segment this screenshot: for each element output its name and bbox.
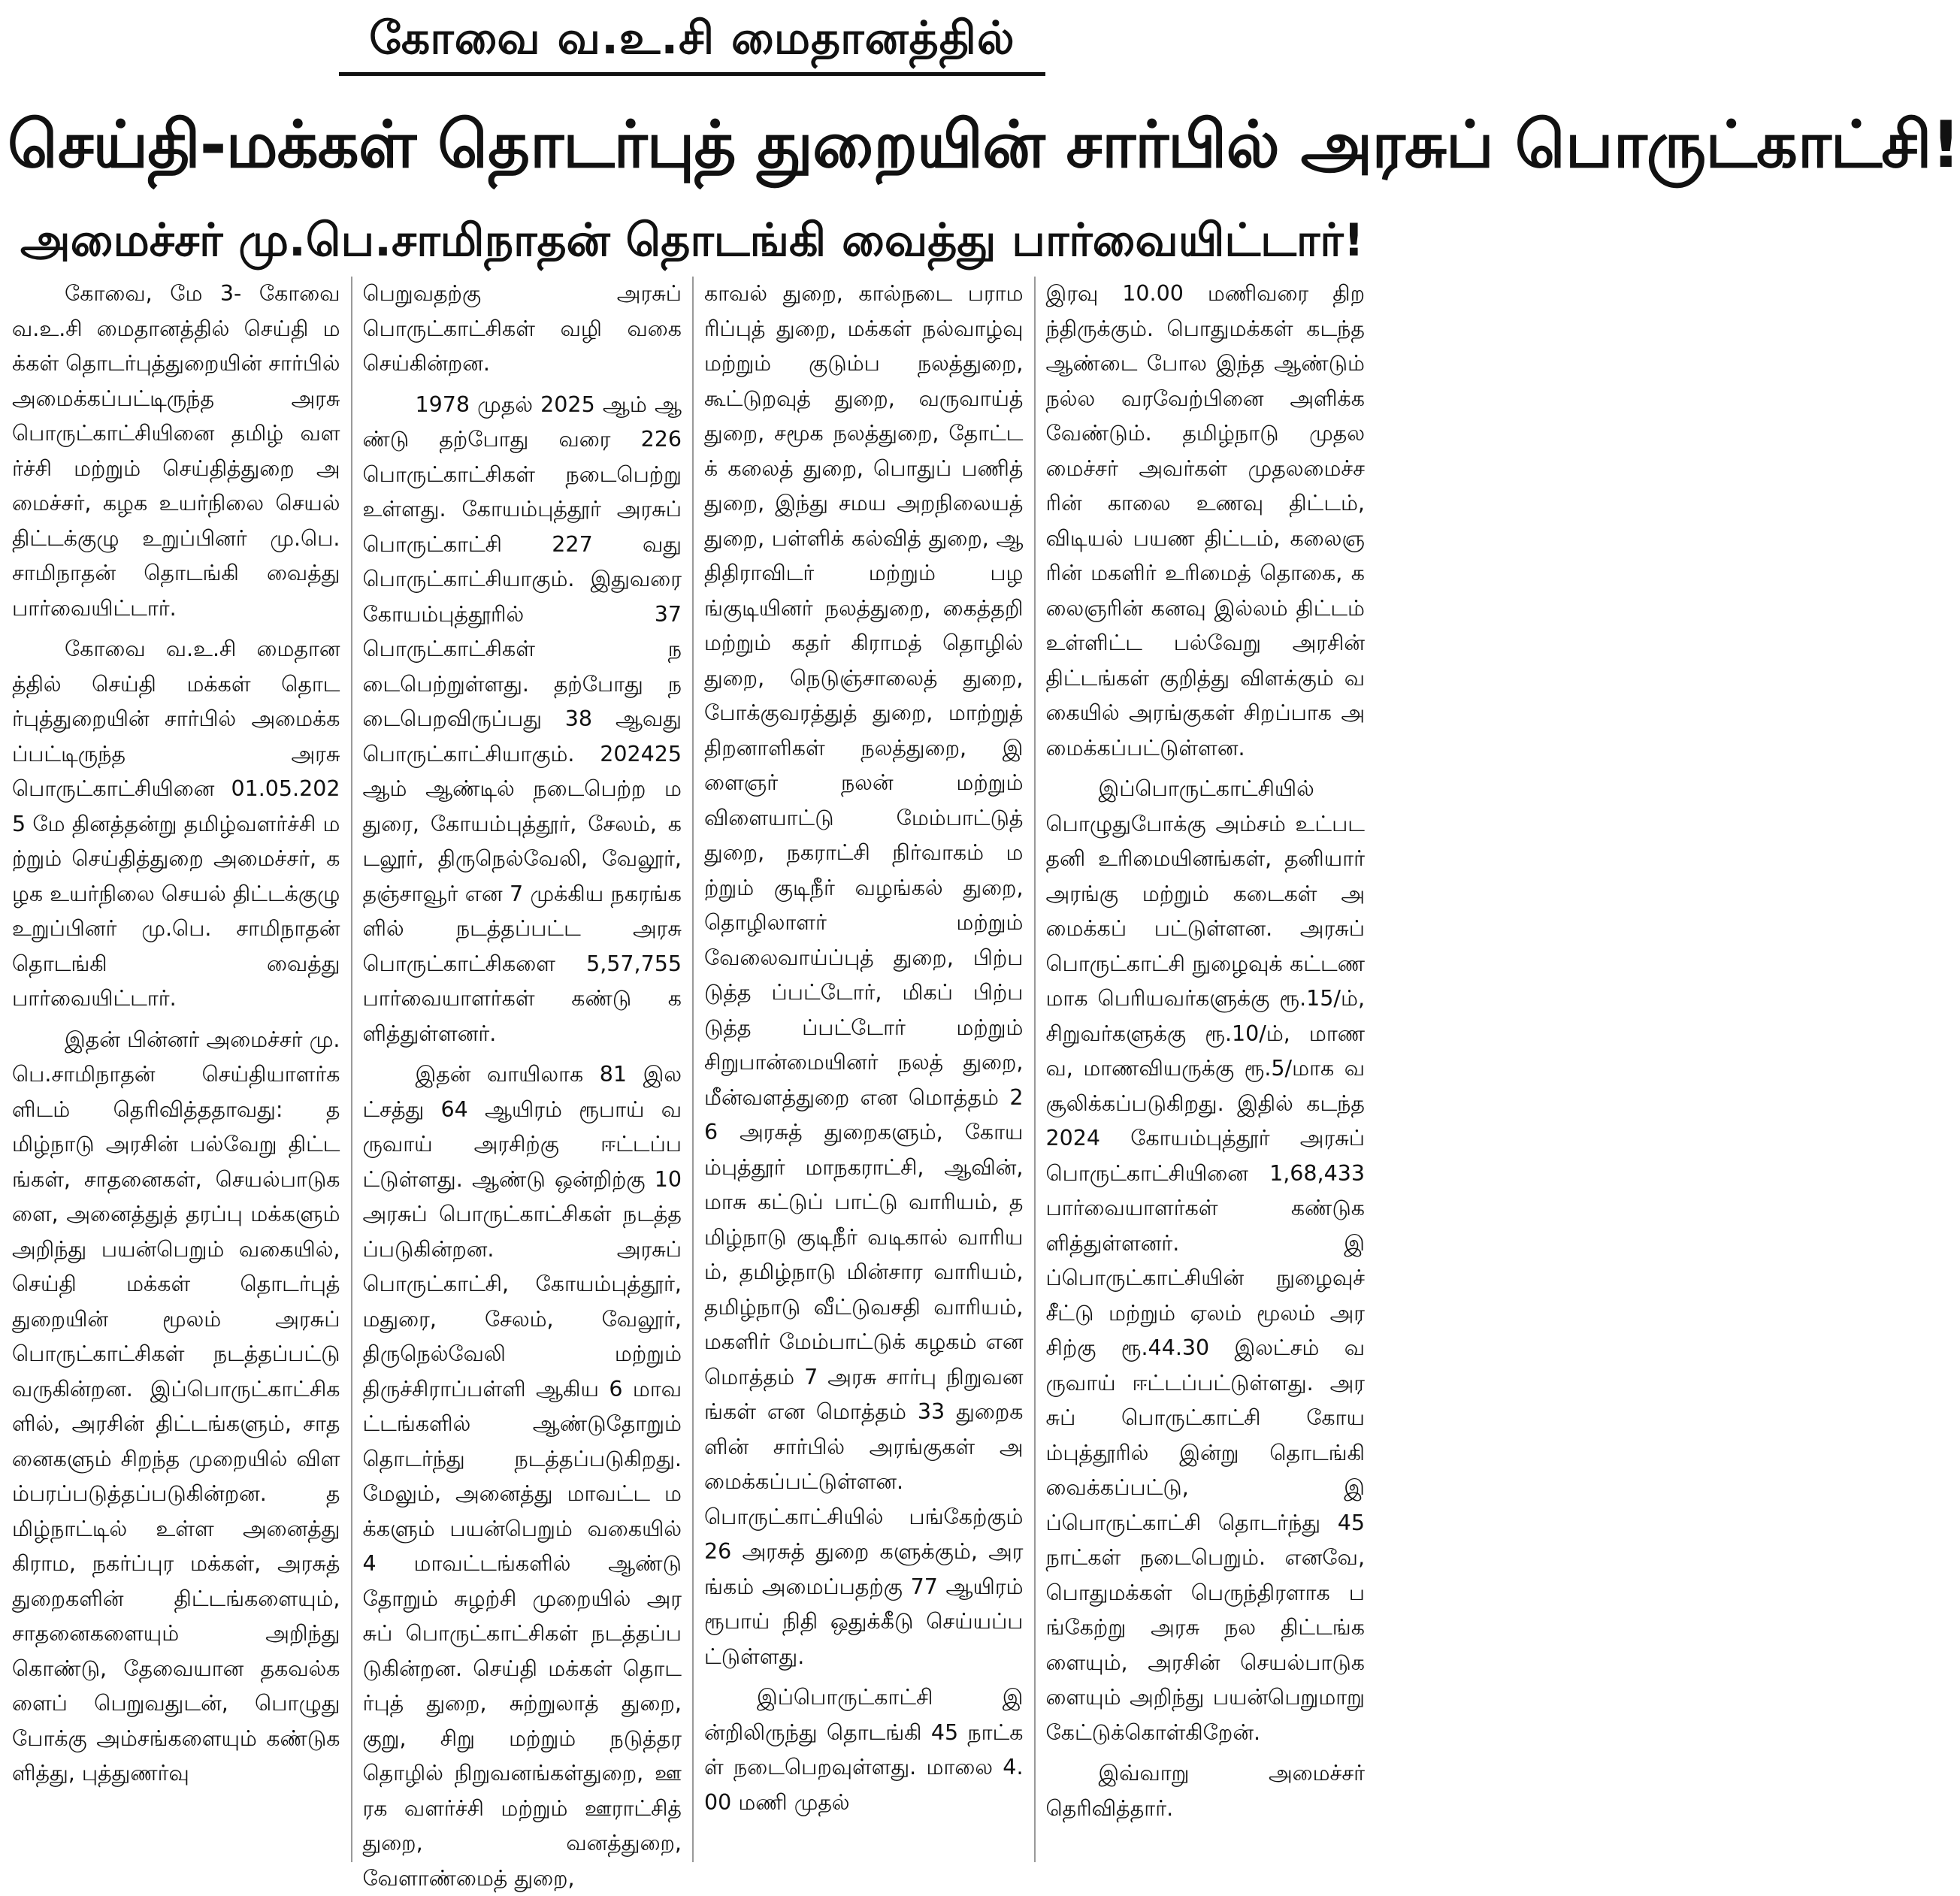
kicker-wrap	[0, 5, 1384, 76]
column-2	[351, 277, 693, 1891]
subhead: அமைச்சர் மு.பெ.சாமிநாதன் தொடங்கி வைத்து பார்வையிட்டார்!	[20, 214, 1364, 267]
column-4	[1034, 277, 1376, 1862]
paragraph: கோவை வ.உ.சி மைதானத்தில் செய்தி மக்கள் தொடர்புத்துறையின் சார்பில் அமைக்கப்பட்டிருந்த அரசு பொருட்காட்சியினை 01.05.2025 மே தினத்தன்று தமிழ்வளர்ச்சி மற்றும் செய்தித்துறை அமைச்சர், கழக உயர்நிலை செயல் திட்டக்குழு உறுப்பினர் மு.பெ. சாமிநாதன் தொடங்கி வைத்து பார்வையிட்டார்.	[12, 637, 340, 1011]
paragraph: கோவை, மே 3- கோவை வ.உ.சி மைதானத்தில் செய்தி மக்கள் தொடர்புத்துறையின் சார்பில் அமைக்கப்பட்டிருந்த அரசு பொருட்காட்சியினை தமிழ் வளர்ச்சி மற்றும் செய்தித்துறை அமைச்சர், கழக உயர்நிலை செயல் திட்டக்குழு உறுப்பினர் மு.பெ. சாமிநாதன் தொடங்கி வைத்து பார்வையிட்டார்.	[12, 281, 340, 621]
paragraph: 1978 முதல் 2025 ஆம் ஆண்டு தற்போது வரை 226 பொருட்காட்சிகள் நடைபெற்று உள்ளது. கோயம்புத்தூர் அரசுப் பொருட்காட்சி 227 வது பொருட்காட்சியாகும். இதுவரை கோயம்புத்தூரில் 37 பொருட்காட்சிகள் நடைபெற்றுள்ளது. தற்போது நடைபெறவிருப்பது 38 ஆவது பொருட்காட்சியாகும். 202425 ஆம் ஆண்டில் நடைபெற்ற மதுரை, கோயம்புத்தூர், சேலம், கடலூர், திருநெல்வேலி, வேலூர், தஞ்சாவூர் என 7 முக்கிய நகரங்களில் நடத்தப்பட்ட அரசு பொருட்காட்சிகளை 5,57,755 பார்வையாளர்கள் கண்டு களித்துள்ளனர்.	[362, 392, 682, 1046]
headline: செய்தி-மக்கள் தொடர்புத் துறையின் சார்பில் அரசுப் பொருட்காட்சி!	[8, 107, 1960, 183]
paragraph: இப்பொருட்காட்சியில் பொழுதுபோக்கு அம்சம் உட்பட தனி உரிமையினங்கள், தனியார் அரங்கு மற்றும் கடைகள் அமைக்கப் பட்டுள்ளன. அரசுப் பொருட்காட்சி நுழைவுக் கட்டணமாக பெரியவர்களுக்கு ரூ.15/ம், சிறுவர்களுக்கு ரூ.10/ம், மாணவ, மாணவியருக்கு ரூ.5/மாக வசூலிக்கப்படுகிறது. இதில் கடந்த 2024 கோயம்புத்தூர் அரசுப் பொருட்காட்சியினை 1,68,433 பார்வையாளர்கள் கண்டுகளித்துள்ளனர். இப்பொருட்காட்சியின் நுழைவுச் சீட்டு மற்றும் ஏலம் மூலம் அரசிற்கு ரூ.44.30 இலட்சம் வருவாய் ஈட்டப்பட்டுள்ளது. அரசுப் பொருட்காட்சி கோயம்புத்தூரில் இன்று தொடங்கி வைக்கப்பட்டு, இப்பொருட்காட்சி தொடர்ந்து 45 நாட்கள் நடைபெறும். எனவே, பொதுமக்கள் பெருந்திரளாக பங்கேற்று அரசு நல திட்டங்களையும், அரசின் செயல்பாடுகளையும் அறிந்து பயன்பெறுமாறு கேட்டுக்கொள்கிறேன்.	[1045, 776, 1365, 1745]
paragraph: இதன் பின்னர் அமைச்சர் மு.பெ.சாமிநாதன் செய்தியாளர்களிடம் தெரிவித்ததாவது: தமிழ்நாடு அரசின் பல்வேறு திட்டங்கள், சாதனைகள், செயல்பாடுகளை, அனைத்துத் தரப்பு மக்களும் அறிந்து பயன்பெறும் வகையில், செய்தி மக்கள் தொடர்புத் துறையின் மூலம் அரசுப் பொருட்காட்சிகள் நடத்தப்பட்டு வருகின்றன. இப்பொருட்காட்சிகளில், அரசின் திட்டங்களும், சாதனைகளும் சிறந்த முறையில் விளம்பரப்படுத்தப்படுகின்றன. தமிழ்நாட்டில் உள்ள அனைத்து கிராம, நகர்ப்புர மக்கள், அரசுத் துறைகளின் திட்டங்களையும், சாதனைகளையும் அறிந்து கொண்டு, தேவையான தகவல்களைப் பெறுவதுடன், பொழுது போக்கு அம்சங்களையும் கண்டுகளித்து, புத்துணர்வு	[12, 1027, 340, 1786]
paragraph: காவல் துறை, கால்நடை பராமரிப்புத் துறை, மக்கள் நல்வாழ்வு மற்றும் குடும்ப நலத்துறை, கூட்டுறவுத் துறை, வருவாய்த் துறை, சமூக நலத்துறை, தோட்டக் கலைத் துறை, பொதுப் பணித் துறை, இந்து சமய அறநிலையத் துறை, பள்ளிக் கல்வித் துறை, ஆதிதிராவிடர் மற்றும் பழங்குடியினர் நலத்துறை, கைத்தறி மற்றும் கதர் கிராமத் தொழில் துறை, நெடுஞ்சாலைத் துறை, போக்குவரத்துத் துறை, மாற்றுத் திறனாளிகள் நலத்துறை, இளைஞர் நலன் மற்றும் விளையாட்டு மேம்பாட்டுத் துறை, நகராட்சி நிர்வாகம் மற்றும் குடிநீர் வழங்கல் துறை, தொழிலாளர் மற்றும் வேலைவாய்ப்புத் துறை, பிற்படுத்த ப்பட்டோர், மிகப் பிற்படுத்த ப்பட்டோர் மற்றும் சிறுபான்மையினர் நலத் துறை, மீன்வளத்துறை என மொத்தம் 26 அரசுத் துறைகளும், கோயம்புத்தூர் மாநகராட்சி, ஆவின், மாசு கட்டுப் பாட்டு வாரியம், தமிழ்நாடு குடிநீர் வடிகால் வாரியம், தமிழ்நாடு மின்சார வாரியம், தமிழ்நாடு வீட்டுவசதி வாரியம், மகளிர் மேம்பாட்டுக் கழகம் என மொத்தம் 7 அரசு சார்பு நிறுவனங்கள் என மொத்தம் 33 துறைகளின் சார்பில் அரங்குகள் அமைக்கப்பட்டுள்ளன. பொருட்காட்சியில் பங்கேற்கும் 26 அரசுத் துறை களுக்கும், அரங்கம் அமைப்பதற்கு 77 ஆயிரம் ரூபாய் நிதி ஒதுக்கீடு செய்யப்பட்டுள்ளது.	[704, 281, 1024, 1669]
article-body	[9, 277, 1375, 1891]
paragraph: பெறுவதற்கு அரசுப் பொருட்காட்சிகள் வழி வகை செய்கின்றன.	[362, 281, 682, 376]
paragraph: இரவு 10.00 மணிவரை திறந்திருக்கும். பொதுமக்கள் கடந்த ஆண்டை போல இந்த ஆண்டும் நல்ல வரவேற்பினை அளிக்கவேண்டும். தமிழ்நாடு முதலமைச்சர் அவர்கள் முதலமைச்சரின் காலை உணவு திட்டம், விடியல் பயண திட்டம், கலைஞரின் மகளிர் உரிமைத் தொகை, கலைஞரின் கனவு இல்லம் திட்டம் உள்ளிட்ட பல்வேறு அரசின் திட்டங்கள் குறித்து விளக்கும் வகையில் அரங்குகள் சிறப்பாக அமைக்கப்பட்டுள்ளன.	[1045, 281, 1365, 761]
column-1	[9, 277, 351, 1862]
column-3	[692, 277, 1034, 1862]
paragraph: இதன் வாயிலாக 81 இலட்சத்து 64 ஆயிரம் ரூபாய் வருவாய் அரசிற்கு ஈட்டப்பட்டுள்ளது. ஆண்டு ஒன்றிற்கு 10 அரசுப் பொருட்காட்சிகள் நடத்தப்படுகின்றன. அரசுப் பொருட்காட்சி, கோயம்புத்தூர், மதுரை, சேலம், வேலூர், திருநெல்வேலி மற்றும் திருச்சிராப்பள்ளி ஆகிய 6 மாவட்டங்களில் ஆண்டுதோறும் தொடர்ந்து நடத்தப்படுகிறது. மேலும், அனைத்து மாவட்ட மக்களும் பயன்பெறும் வகையில் 4 மாவட்டங்களில் ஆண்டு தோறும் சுழற்சி முறையில் அரசுப் பொருட்காட்சிகள் நடத்தப்படுகின்றன. செய்தி மக்கள் தொடர்புத் துறை, சுற்றுலாத் துறை, குறு, சிறு மற்றும் நடுத்தர தொழில் நிறுவனங்கள்துறை, ஊரக வளர்ச்சி மற்றும் ஊராட்சித் துறை, வனத்துறை, வேளாண்மைத் துறை,	[362, 1062, 682, 1891]
kicker: கோவை வ.உ.சி மைதானத்தில்	[339, 5, 1045, 76]
paragraph: இவ்வாறு அமைச்சர் தெரிவித்தார்.	[1045, 1761, 1365, 1821]
paragraph: இப்பொருட்காட்சி இன்றிலிருந்து தொடங்கி 45 நாட்கள் நடைபெறவுள்ளது. மாலை 4.00 மணி முதல்	[704, 1685, 1024, 1815]
